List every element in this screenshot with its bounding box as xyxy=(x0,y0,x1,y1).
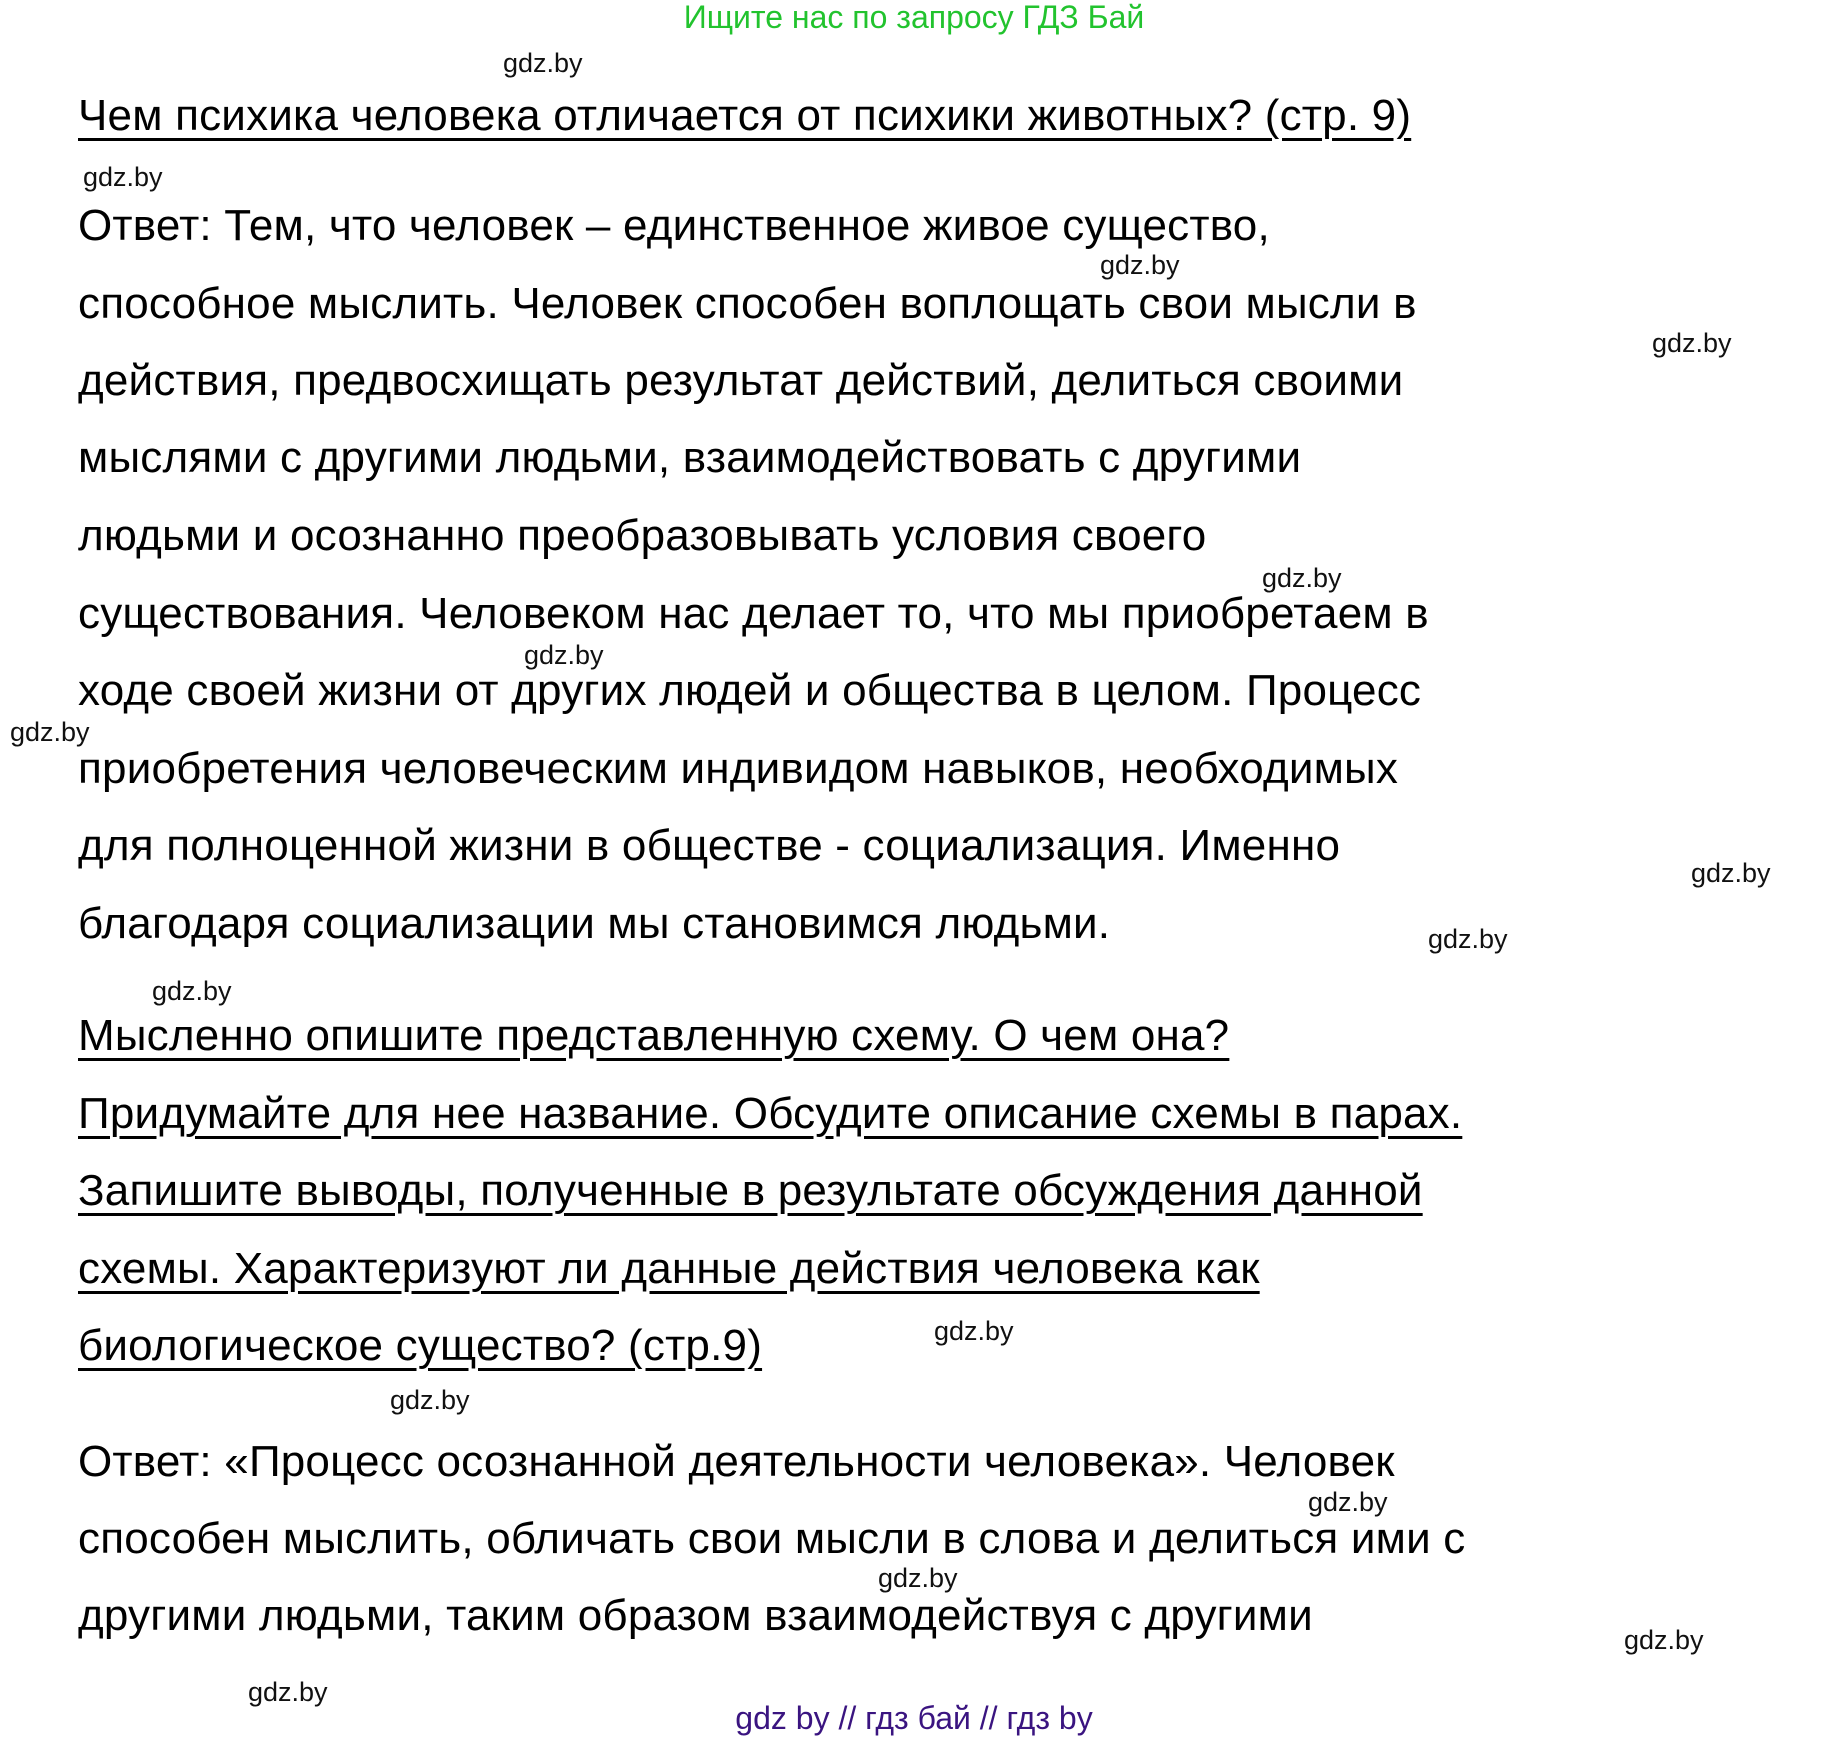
answer-line: для полноценной жизни в обществе - социализация. Именно xyxy=(78,821,1341,870)
watermark: gdz.by xyxy=(934,1316,1014,1346)
search-banner: Ищите нас по запросу ГДЗ Бай xyxy=(683,0,1145,35)
watermark: gdz.by xyxy=(1624,1625,1704,1655)
watermark: gdz.by xyxy=(83,162,163,192)
answer-line: способное мыслить. Человек способен воплощать свои мысли в xyxy=(78,279,1417,328)
question-heading: Придумайте для нее название. Обсудите описание схемы в парах. xyxy=(78,1089,1463,1138)
answer-line: действия, предвосхищать результат действий, делиться своими xyxy=(78,356,1404,405)
answer-line: благодаря социализации мы становимся людьми. xyxy=(78,899,1111,948)
footer-links: gdz by // гдз бай // гдз by xyxy=(735,1700,1093,1736)
answer-line: другими людьми, таким образом взаимодействуя с другими xyxy=(78,1591,1313,1640)
watermark: gdz.by xyxy=(1100,250,1180,280)
watermark: gdz.by xyxy=(1428,924,1508,954)
question-heading: биологическое существо? (стр.9) xyxy=(78,1321,763,1370)
watermark: gdz.by xyxy=(10,717,90,747)
answer-line: приобретения человеческим индивидом навыков, необходимых xyxy=(78,744,1399,793)
watermark: gdz.by xyxy=(1308,1487,1388,1517)
watermark: gdz.by xyxy=(1262,563,1342,593)
answer-line: способен мыслить, обличать свои мысли в слова и делиться ими с xyxy=(78,1514,1466,1563)
question-heading: схемы. Характеризуют ли данные действия человека как xyxy=(78,1244,1260,1293)
question-heading: Запишите выводы, полученные в результате обсуждения данной xyxy=(78,1166,1423,1215)
watermark: gdz.by xyxy=(248,1677,328,1707)
answer-line: людьми и осознанно преобразовывать условия своего xyxy=(78,511,1207,560)
watermark: gdz.by xyxy=(524,640,604,670)
watermark: gdz.by xyxy=(1691,858,1771,888)
watermark: gdz.by xyxy=(152,976,232,1006)
answer-line: мыслями с другими людьми, взаимодействовать с другими xyxy=(78,433,1302,482)
watermark: gdz.by xyxy=(878,1563,958,1593)
question-heading: Мысленно опишите представленную схему. О чем она? xyxy=(78,1011,1230,1060)
answer-line: Ответ: Тем, что человек – единственное живое существо, xyxy=(78,201,1270,250)
answer-line: существования. Человеком нас делает то, что мы приобретаем в xyxy=(78,589,1429,638)
watermark: gdz.by xyxy=(390,1385,470,1415)
answer-line: ходе своей жизни от других людей и общества в целом. Процесс xyxy=(78,666,1422,715)
answer-line: Ответ: «Процесс осознанной деятельности человека». Человек xyxy=(78,1437,1395,1486)
question-heading: Чем психика человека отличается от психики животных? (стр. 9) xyxy=(78,91,1412,140)
watermark: gdz.by xyxy=(503,48,583,78)
watermark: gdz.by xyxy=(1652,328,1732,358)
